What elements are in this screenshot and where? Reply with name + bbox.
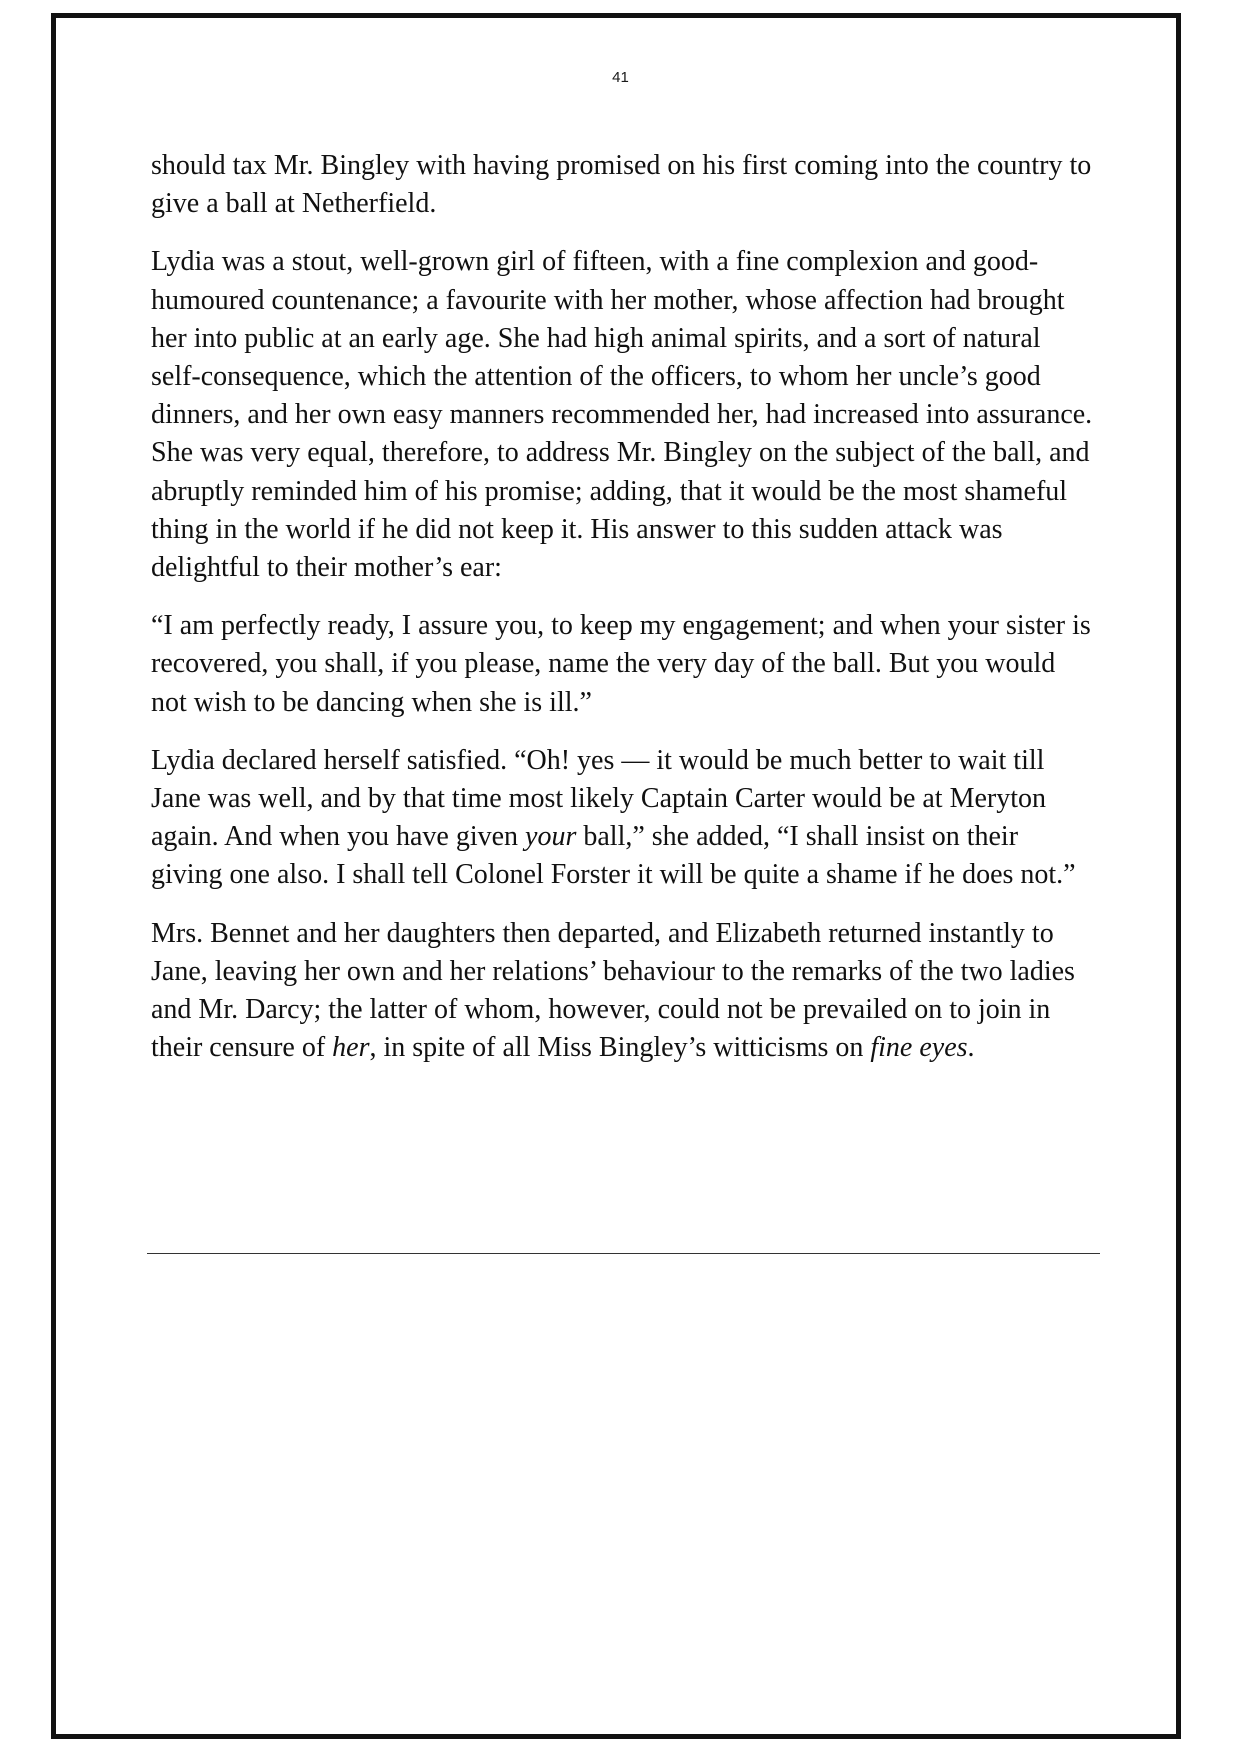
text-run: should tax Mr. Bingley with having promised on his first coming into the country to give a ball at Netherfield.	[151, 150, 1092, 220]
text-run: , in spite of all Miss Bingley’s witticisms on	[369, 1032, 871, 1064]
paragraph	[151, 243, 1096, 587]
page-number: 41	[612, 69, 629, 86]
text-body	[151, 147, 1096, 1087]
text-run: ball,” she added, “I shall insist on their giving one also. I shall tell Colonel Forster it will be quite a shame if he does not.”	[151, 821, 1076, 891]
paragraph	[151, 607, 1096, 722]
text-run: Mrs. Bennet and her daughters then departed, and Elizabeth returned instantly to Jane, leaving her own and her relations’ behaviour to the remarks of the two ladies and Mr. Darcy; the latter of whom, however, could not be prevailed on to join in their censure of	[151, 917, 1075, 1064]
text-run: Lydia declared herself satisfied. “Oh! yes — it would be much better to wait till Jane was well, and by that time most likely Captain Carter would be at Meryton again. And when you have given	[151, 744, 1047, 853]
section-divider	[147, 1253, 1100, 1254]
paragraph	[151, 742, 1096, 895]
text-run: Lydia was a stout, well-grown girl of fifteen, with a fine complexion and good-humoured countenance; a favourite with her mother, whose affection had brought her into public at an early age. She had high animal spirits, and a sort of natural self-consequence, which the attention of the officers, to whom her uncle’s good dinners, and her own easy manners recommended her, had increased into assurance. She was very equal, therefore, to address Mr. Bingley on the subject of the ball, and abruptly reminded him of his promise; adding, that it would be the most shameful thing in the world if he did not keep it. His answer to this sudden attack was delightful to their mother’s ear:	[151, 246, 1093, 584]
text-run: .	[967, 1032, 975, 1064]
italic-text-run: fine eyes	[870, 1032, 968, 1064]
paragraph	[151, 915, 1096, 1068]
paragraph	[151, 147, 1096, 223]
text-run: “I am perfectly ready, I assure you, to keep my engagement; and when your sister is recovered, you shall, if you please, name the very day of the ball. But you would not wish to be dancing when she is ill.”	[151, 610, 1091, 718]
italic-text-run: her	[332, 1032, 370, 1064]
italic-text-run: your	[525, 821, 577, 853]
